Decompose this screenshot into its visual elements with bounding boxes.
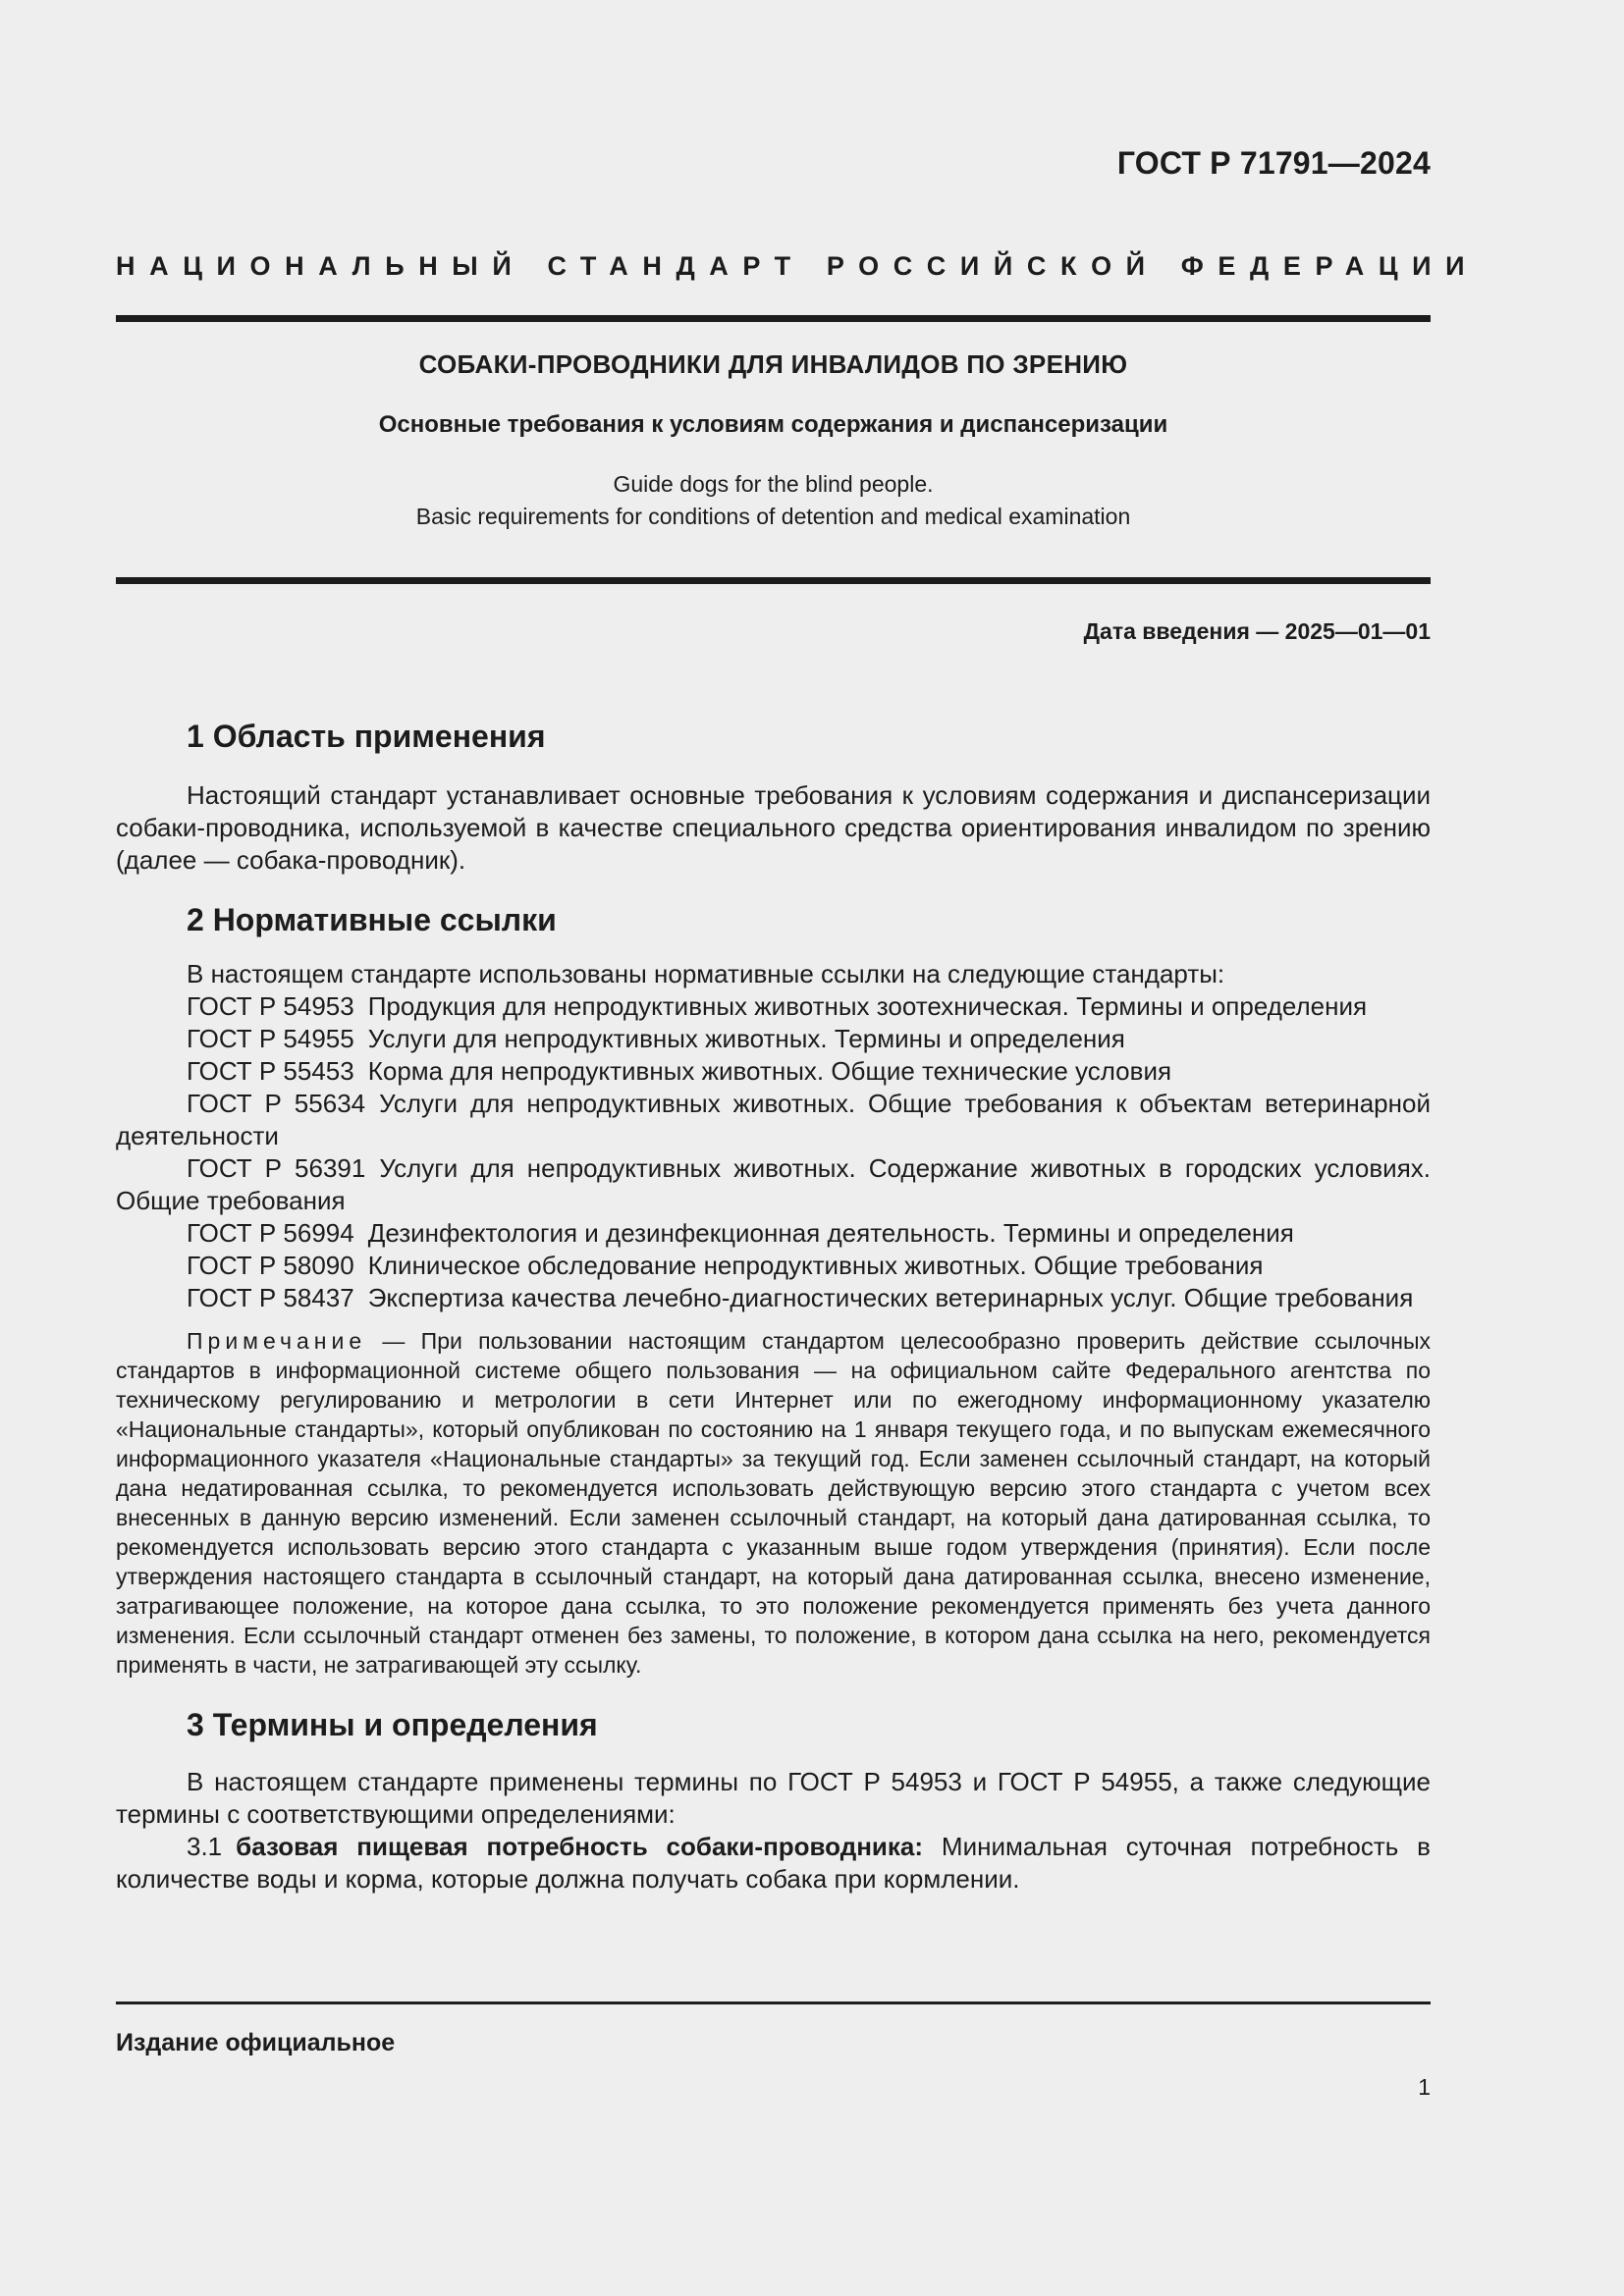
edition-label: Издание официальное [116,2029,396,2056]
title-divider [116,577,1431,584]
page-number: 1 [1418,2074,1431,2100]
top-divider [116,315,1431,322]
title-block [116,349,1431,533]
section-1-text: Настоящий стандарт устанавливает основные требования к условиям содержания и диспансеризации собаки-проводника, используемой в качестве специального средства ориентирования инвалидом по зрению (далее — собака-проводник). [116,780,1431,875]
reference-code: ГОСТ Р 58090 [187,1251,354,1280]
section-3-heading: 3 Термины и определения [187,1707,598,1742]
section-3-intro: В настоящем стандарте применены термины по ГОСТ Р 54953 и ГОСТ Р 54955, а также следующие термины с соответствующими определениями: [116,1767,1431,1829]
document-number: ГОСТ Р 71791—2024 [1116,145,1431,181]
sub-title: Основные требования к условиям содержания и диспансеризации [378,411,1168,438]
reference-code: ГОСТ Р 58437 [187,1283,354,1312]
reference-code: ГОСТ Р 56391 [187,1153,366,1183]
references-note [116,1326,1431,1680]
note-label: Примечание [187,1328,367,1354]
main-title: СОБАКИ-ПРОВОДНИКИ ДЛЯ ИНВАЛИДОВ ПО ЗРЕНИЮ [418,349,1128,379]
english-title-line-1: Guide dogs for the blind people. [613,471,934,497]
references-intro: В настоящем стандарте использованы нормативные ссылки на следующие стандарты: [187,959,1225,988]
reference-title: Услуги для непродуктивных животных. Общие требования к объектам ветеринарной деятельности [116,1089,1431,1150]
note-text: — При пользовании настоящим стандартом целесообразно проверить действие ссылочных стандартов в информационной системе общего пользования — на официальном сайте Федерального агентства по техническому регулированию и метрологии в сети Интернет или по ежегодному информационному указателю «Национальные стандарты», который опубликован по состоянию на 1 января текущего года, и по выпускам ежемесячного информационного указателя «Национальные стандарты» за текущий год. Если заменен ссылочный стандарт, на который дана недатированная ссылка, то рекомендуется использовать действующую версию этого стандарта с учетом всех внесенных в данную версию изменений. Если заменен ссылочный стандарт, на который дана датированная ссылка, то рекомендуется использовать версию этого стандарта с указанным выше годом утверждения (принятия). Если после утверждения настоящего стандарта в ссылочный стандарт, на который дана датированная ссылка, внесено изменение, затрагивающее положение, на которое дана ссылка, то это положение рекомендуется применять без учета данного изменения. Если ссылочный стандарт отменен без замены, то положение, в котором дана ссылка на него, рекомендуется применять в части, не затрагивающей эту ссылку. [116,1328,1431,1678]
reference-title: Клиническое обследование непродуктивных животных. Общие требования [367,1251,1264,1280]
reference-item [116,1055,1431,1088]
section-1-heading: 1 Область применения [187,719,546,754]
section-2-heading: 2 Нормативные ссылки [187,902,557,937]
reference-title: Услуги для непродуктивных животных. Термины и определения [367,1024,1125,1053]
term-3-1 [116,1831,1431,1896]
document-content [116,715,1431,1896]
term-number: 3.1 [187,1832,223,1861]
reference-code: ГОСТ Р 54955 [187,1024,354,1053]
reference-title: Услуги для непродуктивных животных. Содержание животных в городских условиях. Общие требования [116,1153,1431,1215]
footer-divider [116,2002,1431,2004]
term-name: базовая пищевая потребность собаки-проводника: [236,1832,924,1861]
national-standard-title: НАЦИОНАЛЬНЫЙ СТАНДАРТ РОССИЙСКОЙ ФЕДЕРАЦИИ [116,251,1480,281]
reference-title: Продукция для непродуктивных животных зоотехническая. Термины и определения [367,991,1368,1021]
reference-code: ГОСТ Р 55453 [187,1056,354,1086]
reference-title: Дезинфектология и дезинфекционная деятельность. Термины и определения [367,1218,1294,1248]
introduction-date: Дата введения — 2025—01—01 [1083,618,1431,644]
reference-item [116,1282,1431,1314]
reference-title: Экспертиза качества лечебно-диагностических ветеринарных услуг. Общие требования [367,1283,1414,1312]
reference-title: Корма для непродуктивных животных. Общие технические условия [367,1056,1172,1086]
reference-code: ГОСТ Р 55634 [187,1089,366,1118]
reference-code: ГОСТ Р 54953 [187,991,354,1021]
reference-code: ГОСТ Р 56994 [187,1218,354,1248]
reference-item [116,1217,1431,1250]
term-definition: Минимальная суточная потребность в количестве воды и корма, которые должна получать собака при кормлении. [116,1832,1431,1894]
english-title-line-2: Basic requirements for conditions of detention and medical examination [415,504,1131,529]
reference-item [116,1088,1431,1152]
references-list [116,958,1431,1314]
reference-item [116,1152,1431,1217]
reference-item [116,990,1431,1023]
reference-item [116,1250,1431,1282]
english-title [116,468,1431,533]
reference-item [116,1023,1431,1055]
